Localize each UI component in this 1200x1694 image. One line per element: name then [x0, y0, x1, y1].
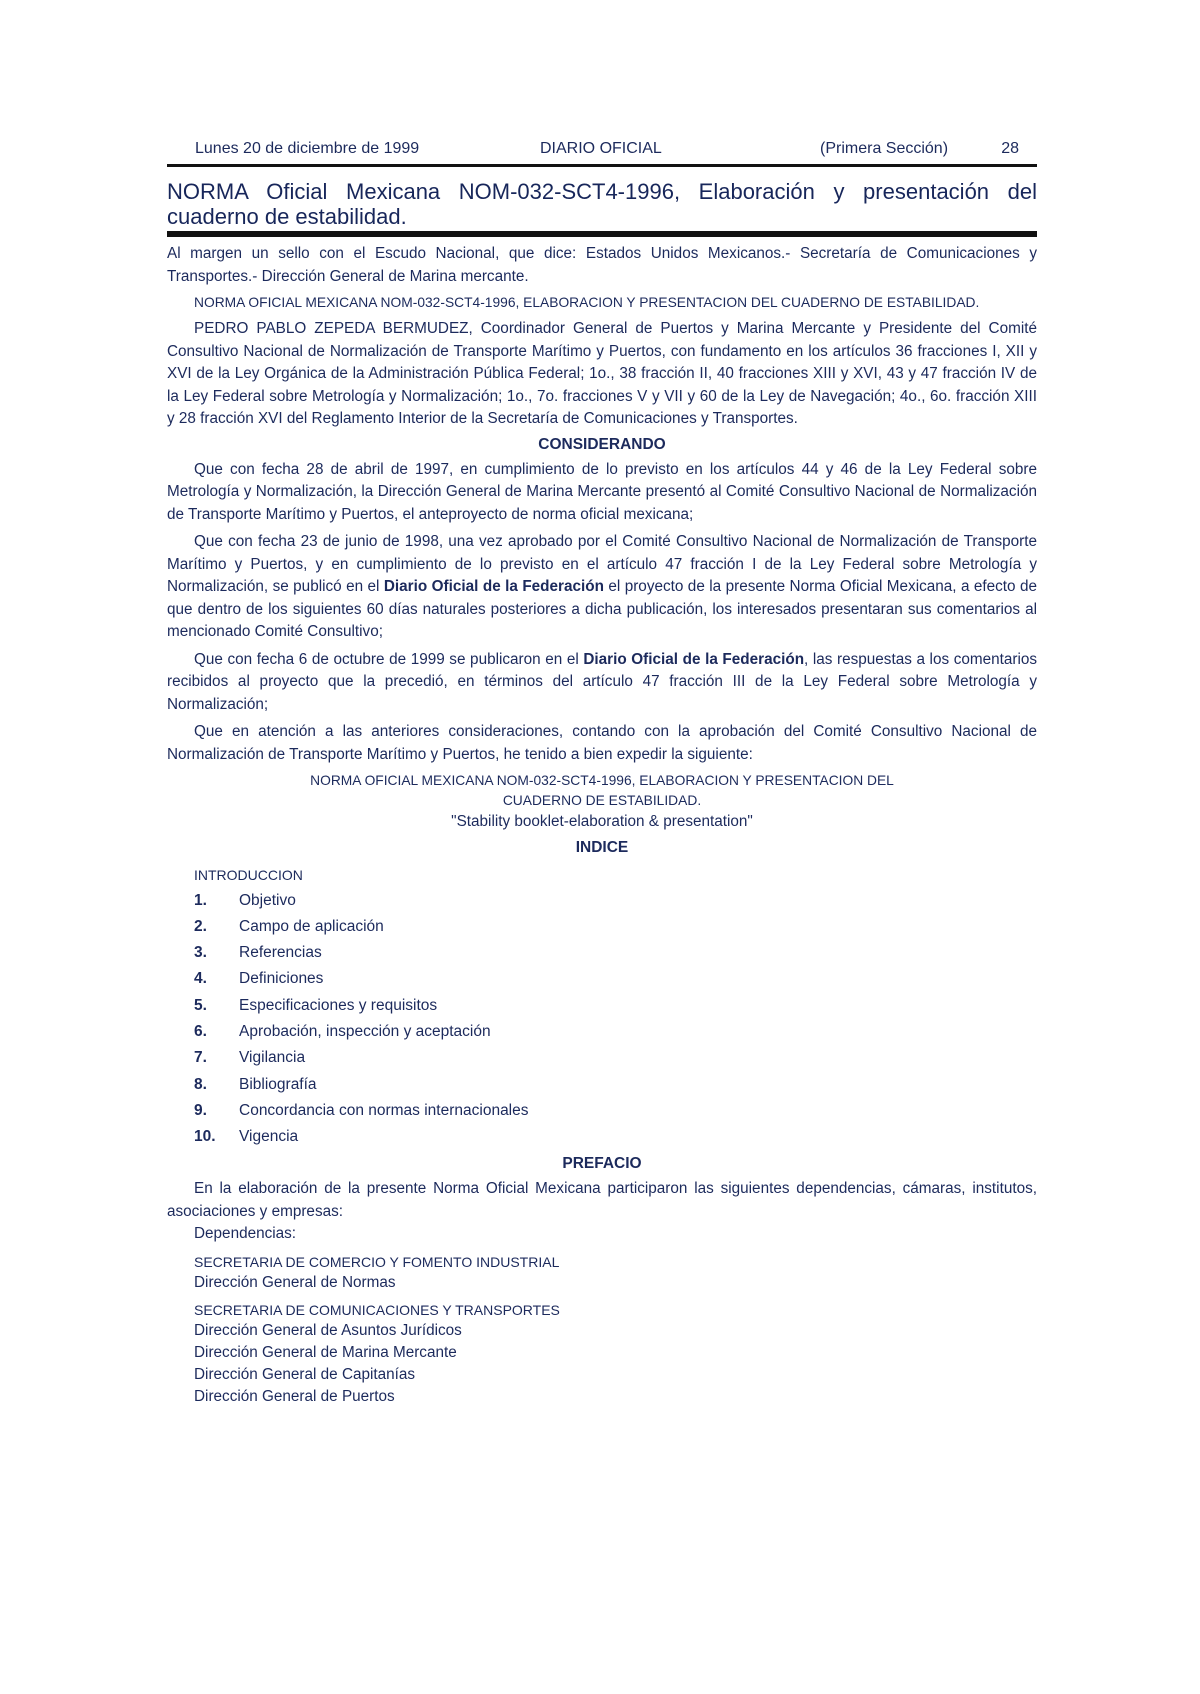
considerando-paragraph-3	[167, 649, 1037, 717]
considerando-p3-text-a: Que con fecha 6 de octubre de 1999 se publicaron en el	[194, 650, 584, 668]
running-header	[167, 140, 1037, 162]
indice-introduccion: INTRODUCCION	[194, 866, 303, 883]
dependencias-label: Dependencias:	[194, 1225, 297, 1243]
toc-item	[194, 914, 1037, 940]
toc-item	[194, 940, 1037, 966]
org-secofi-units	[167, 1272, 1037, 1294]
considerando-p3-text-b: , las respuestas a los comentarios recibidos al proyecto que la precedió, en términos del artículo 47 fracción III de la Ley Federal sobre Metrología y Normalización;	[167, 650, 1038, 713]
toc-item-label: Concordancia con normas internacionales	[239, 1101, 529, 1119]
toc-item-number: 5.	[194, 996, 207, 1014]
department-unit: Dirección General de Marina Mercante	[194, 1343, 457, 1361]
toc-item	[194, 1019, 1037, 1045]
toc-item-label: Campo de aplicación	[239, 917, 384, 935]
header-rule	[167, 164, 1037, 167]
org-secofi: SECRETARIA DE COMERCIO Y FOMENTO INDUSTRIAL	[194, 1253, 560, 1270]
norm-title-line-2: CUADERNO DE ESTABILIDAD.	[502, 793, 702, 808]
title-rule	[167, 231, 1037, 237]
considerando-heading: CONSIDERANDO	[538, 435, 666, 453]
department-unit: Dirección General de Capitanías	[194, 1365, 416, 1383]
considerando-paragraph-2	[167, 531, 1037, 644]
dof-reference-bold: Diario Oficial de la Federación	[583, 650, 805, 668]
toc-item-number: 6.	[194, 1022, 207, 1040]
toc-item-label: Referencias	[239, 944, 322, 962]
indice-heading: INDICE	[575, 838, 629, 856]
department-unit: Dirección General de Puertos	[194, 1387, 395, 1405]
toc-item-label: Vigilancia	[239, 1049, 306, 1067]
considerando-p2-text-a: Que con fecha 23 de junio de 1998, una vez aprobado por el Comité Consultivo Nacional de Normalización de Transporte Marítimo y Puertos, y en cumplimiento de lo previsto en el artículo 47 fracción I de la Ley Federal sobre Metrología y Normalización, se publicó en el	[167, 533, 1037, 595]
toc-item	[194, 966, 1037, 992]
toc-item-number: 4.	[194, 970, 207, 988]
table-of-contents	[167, 888, 1037, 1151]
toc-item-number: 2.	[194, 917, 207, 935]
toc-item-number: 7.	[194, 1049, 207, 1067]
toc-item-label: Vigencia	[239, 1128, 299, 1146]
norm-title-line-1: NORMA OFICIAL MEXICANA NOM-032-SCT4-1996, ELABORACION Y PRESENTACION DEL	[310, 773, 894, 788]
document-title: NORMA Oficial Mexicana NOM-032-SCT4-1996, Elaboración y presentación del cuaderno de estabilidad.	[167, 179, 1037, 229]
seal-paragraph: Al margen un sello con el Escudo Nacional, que dice: Estados Unidos Mexicanos.- Secretaría de Comunicaciones y Transportes.- Dirección General de Marina mercante.	[167, 245, 1037, 285]
toc-item-number: 1.	[194, 891, 207, 909]
issuer-paragraph: PEDRO PABLO ZEPEDA BERMUDEZ, Coordinador General de Puertos y Marina Mercante y Presidente del Comité Consultivo Nacional de Normalización de Transporte Marítimo y Puertos, con fundamento en los artículos 36 fracciones I, XII y XVI de la Ley Orgánica de la Administración Pública Federal; 1o., 38 fracción II, 40 fracciones XIII y XVI, 43 y 47 fracción IV de la Ley Federal sobre Metrología y Normalización; 1o., 7o. fracciones V y VII y 60 de la Ley de Navegación; 4o., 6o. fracción XIII y 28 fracción XVI del Reglamento Interior de la Secretaría de Comunicaciones y Transportes.	[167, 320, 1037, 427]
considerando-paragraph-4: Que en atención a las anteriores consideraciones, contando con la aprobación del Comité Consultivo Nacional de Normalización de Transporte Marítimo y Puertos, he tenido a bien expedir la siguiente:	[167, 723, 1037, 763]
toc-item-label: Bibliografía	[239, 1075, 317, 1093]
toc-item-number: 10.	[194, 1128, 216, 1146]
toc-item	[194, 1098, 1037, 1124]
norm-english-title: "Stability booklet-elaboration & presentation"	[451, 813, 753, 830]
toc-item-number: 3.	[194, 944, 207, 962]
toc-item-number: 8.	[194, 1075, 207, 1093]
toc-item-label: Definiciones	[239, 970, 324, 988]
header-section: (Primera Sección)	[820, 140, 949, 157]
document-page	[167, 140, 1037, 1408]
dof-reference-bold: Diario Oficial de la Federación	[383, 578, 604, 595]
org-sct: SECRETARIA DE COMUNICACIONES Y TRANSPORTES	[194, 1301, 560, 1318]
header-publication: DIARIO OFICIAL	[540, 140, 662, 157]
toc-item	[194, 993, 1037, 1019]
toc-item-number: 9.	[194, 1101, 207, 1119]
toc-item-label: Objetivo	[239, 891, 296, 909]
considerando-paragraph-1: Que con fecha 28 de abril de 1997, en cumplimiento de lo previsto en los artículos 44 y 46 de la Ley Federal sobre Metrología y Normalización, la Dirección General de Marina Mercante presentó al Comité Consultivo Nacional de Normalización de Transporte Marítimo y Puertos, el anteproyecto de norma oficial mexicana;	[167, 460, 1037, 523]
toc-item	[194, 1045, 1037, 1071]
toc-item-label: Especificaciones y requisitos	[239, 996, 438, 1014]
org-sct-units	[167, 1320, 1037, 1408]
department-unit: Dirección General de Normas	[194, 1273, 396, 1291]
toc-item	[194, 1124, 1037, 1150]
norm-caps-paragraph: NORMA OFICIAL MEXICANA NOM-032-SCT4-1996, ELABORACION Y PRESENTACION DEL CUADERNO DE ESTABILIDAD.	[194, 295, 980, 310]
header-page-number: 28	[1001, 140, 1019, 157]
toc-item	[194, 1072, 1037, 1098]
department-unit: Dirección General de Asuntos Jurídicos	[194, 1321, 462, 1339]
toc-item-label: Aprobación, inspección y aceptación	[239, 1022, 491, 1040]
header-date: Lunes 20 de diciembre de 1999	[195, 140, 420, 157]
toc-item	[194, 888, 1037, 914]
considerando-p2-text-b: el proyecto de la presente Norma Oficial Mexicana, a efecto de que dentro de los siguientes 60 días naturales posteriores a dicha publicación, los interesados presentaran sus comentarios al mencionado Comité Consultivo;	[167, 578, 1038, 640]
prefacio-paragraph: En la elaboración de la presente Norma Oficial Mexicana participaron las siguientes dependencias, cámaras, institutos, asociaciones y empresas:	[167, 1180, 1037, 1220]
prefacio-heading: PREFACIO	[562, 1155, 642, 1173]
